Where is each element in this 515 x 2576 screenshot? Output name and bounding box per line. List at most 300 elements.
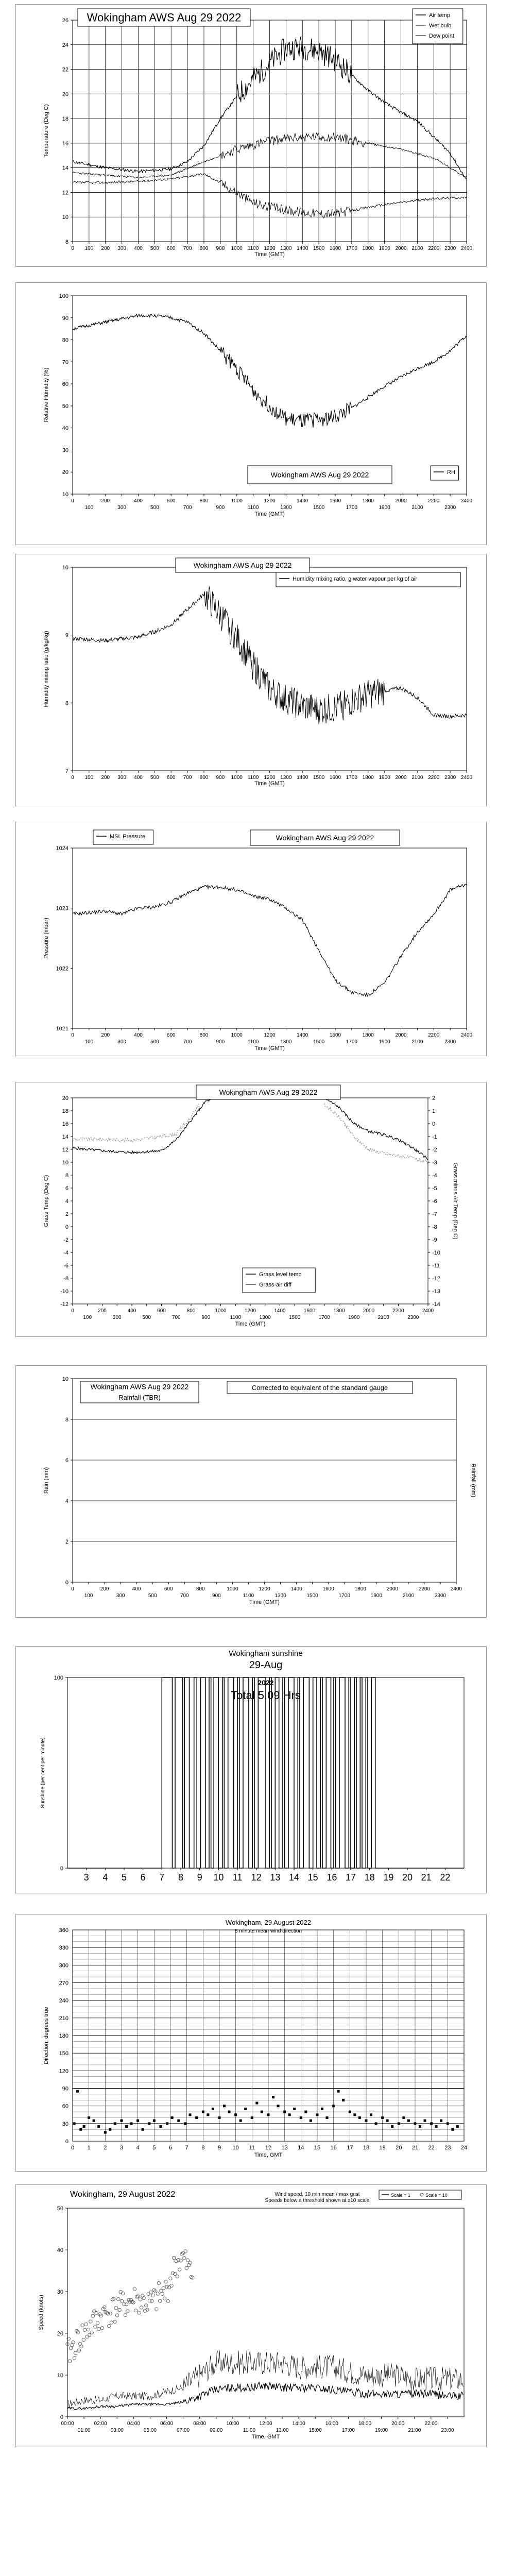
y-right-tick-label: -8 (432, 1224, 437, 1230)
legend-label: Humidity mixing ratio, g water vapour per kg of air (293, 576, 418, 582)
y-tick-label: 26 (62, 18, 68, 24)
x-tick-label: 5 (152, 2145, 156, 2151)
x-tick-label: 2100 (411, 246, 423, 251)
x-tick-label: 23:00 (441, 2428, 454, 2433)
x-tick-label: 1200 (244, 1308, 256, 1314)
x-tick-label: 400 (134, 1032, 143, 1038)
sunshine-trace (67, 1677, 464, 1868)
wind-direction-point (109, 2128, 111, 2131)
chart-title: Wokingham, 29 August 2022 (226, 1919, 311, 1926)
x-tick-label: 1500 (313, 1039, 325, 1045)
wind-direction-point (239, 2120, 242, 2122)
y-tick-label: 8 (65, 1173, 68, 1179)
x-tick-label: 400 (134, 498, 143, 504)
wind-direction-point (310, 2120, 312, 2122)
wind-direction-point (207, 2113, 209, 2116)
scaled-speed-marker (150, 2299, 153, 2302)
scaled-speed-marker (178, 2268, 181, 2271)
scaled-speed-marker (159, 2299, 162, 2302)
y-tick-label: 18 (62, 116, 68, 123)
plot-area (73, 848, 467, 1028)
x-tick-label: 2100 (377, 1315, 389, 1320)
x-axis-label: Time (GMT) (254, 781, 285, 787)
x-tick-label: 09:00 (210, 2428, 223, 2433)
x-tick-label: 1000 (231, 1032, 243, 1038)
chart-year: 2022 (258, 1679, 274, 1687)
wind-direction-point (261, 2111, 263, 2113)
scaled-speed-marker (179, 2259, 182, 2262)
legend-label: Wet bulb (429, 23, 452, 29)
scaled-speed-marker (170, 2284, 173, 2287)
x-tick-label: 1500 (313, 246, 325, 251)
x-tick-label: 07:00 (177, 2428, 190, 2433)
y-tick-label: 90 (62, 315, 68, 321)
scaled-speed-marker (176, 2275, 179, 2278)
y-tick-label: 0 (65, 1224, 68, 1230)
wind-direction-point (251, 2116, 253, 2119)
y-tick-label: 8 (65, 239, 68, 245)
wind-direction-point (381, 2116, 384, 2119)
x-tick-label: 200 (101, 246, 110, 251)
x-tick-label: 15 (307, 1872, 318, 1883)
x-tick-label: 400 (127, 1308, 136, 1314)
wind-direction-point (114, 2122, 116, 2125)
y-tick-label: 60 (62, 381, 68, 388)
scaled-speed-marker (87, 2328, 90, 2331)
x-tick-label: 100 (84, 1039, 94, 1045)
x-tick-label: 700 (183, 505, 192, 511)
rainfall-chart-panel (15, 1365, 487, 1618)
wind-direction-point (171, 2116, 174, 2119)
x-tick-label: 7 (185, 2145, 188, 2151)
y-tick-label: 20 (62, 1095, 68, 1101)
y-axis-label: Humidity mixing ratio (g/kg/kg) (43, 631, 49, 707)
x-tick-label: 17:00 (341, 2428, 355, 2433)
x-tick-label: 900 (216, 775, 225, 781)
x-tick-label: 1200 (264, 498, 276, 504)
x-tick-label: 1400 (274, 1308, 286, 1314)
scaled-speed-marker (190, 2275, 193, 2278)
scaled-speed-marker (114, 2306, 117, 2309)
grass-temperature-chart (16, 1082, 486, 1336)
y-tick-label: 10 (62, 1376, 68, 1382)
y-tick-label: 20 (62, 469, 68, 476)
wind-direction-point (228, 2111, 231, 2113)
x-tick-label: 4 (136, 2145, 140, 2151)
scaled-speed-marker (70, 2347, 73, 2350)
wind-direction-point (93, 2120, 95, 2122)
y-right-tick-label: 2 (432, 1095, 436, 1101)
x-tick-label: 1600 (329, 775, 341, 781)
y-tick-label: 4 (65, 1198, 68, 1205)
x-tick-label: 500 (150, 775, 159, 781)
y-right-tick-label: -6 (432, 1198, 437, 1205)
chart-subtitle: Wind speed, 10 min mean / max gust (274, 2192, 360, 2197)
pressure-chart-panel (15, 822, 487, 1056)
x-tick-label: 1600 (329, 498, 341, 504)
wind-direction-point (342, 2099, 345, 2102)
wind-direction-point (300, 2116, 302, 2119)
x-tick-label: 2300 (407, 1315, 419, 1320)
y-tick-label: 0 (65, 2139, 68, 2145)
scaled-speed-marker (94, 2325, 97, 2328)
x-tick-label: 2400 (460, 775, 473, 781)
chart-title: Wokingham AWS Aug 29 2022 (219, 1088, 318, 1096)
x-tick-label: 1400 (297, 1032, 308, 1038)
wind-direction-point (326, 2116, 329, 2119)
y-tick-label: 6 (65, 1185, 68, 1192)
x-tick-label: 800 (199, 1032, 209, 1038)
x-tick-label: 1100 (230, 1315, 242, 1320)
scaled-speed-marker (139, 2298, 142, 2301)
wind-direction-point (142, 2128, 144, 2131)
wind-direction-point (391, 2125, 393, 2128)
y-tick-label: 18 (62, 1108, 68, 1114)
x-tick-label: 0 (71, 498, 74, 504)
y-tick-label: 10 (62, 492, 68, 498)
x-tick-label: 600 (166, 498, 176, 504)
x-tick-label: 500 (150, 505, 159, 511)
x-tick-label: 9 (217, 2145, 221, 2151)
x-axis-label: Time, GMT (251, 2434, 280, 2440)
x-tick-label: 1700 (346, 246, 357, 251)
x-tick-label: 06:00 (160, 2421, 174, 2427)
x-tick-label: 200 (100, 1586, 109, 1592)
chart-total: Total 5.09 Hrs (231, 1689, 301, 1702)
x-tick-label: 1800 (333, 1308, 345, 1314)
y-tick-label: 20 (62, 91, 68, 98)
x-tick-label: 6 (140, 1872, 146, 1883)
y-tick-label: -8 (63, 1276, 68, 1282)
x-tick-label: 19:00 (375, 2428, 388, 2433)
y-right-tick-label: -3 (432, 1160, 437, 1166)
x-tick-label: 700 (183, 246, 192, 251)
legend-label: MSL Pressure (110, 834, 146, 840)
x-tick-label: 13 (281, 2145, 288, 2151)
y-tick-label: 22 (62, 66, 68, 73)
x-tick-label: 2100 (411, 775, 423, 781)
y-tick-label: 1022 (56, 965, 68, 972)
y-tick-label: 60 (62, 2103, 68, 2110)
x-tick-label: 500 (148, 1593, 157, 1599)
x-tick-label: 2000 (386, 1586, 398, 1592)
y-tick-label: 360 (59, 1927, 68, 1934)
x-tick-label: 21 (411, 2145, 419, 2151)
x-tick-label: 800 (199, 498, 209, 504)
y-tick-label: 14 (62, 1134, 68, 1140)
x-tick-label: 900 (201, 1315, 211, 1320)
scaled-speed-marker (132, 2301, 135, 2304)
wind-direction-point (337, 2090, 340, 2093)
wind-direction-point (407, 2120, 410, 2122)
x-tick-label: 500 (142, 1315, 151, 1320)
x-tick-label: 12 (265, 2145, 272, 2151)
scaled-speed-marker (110, 2321, 113, 2324)
wind-direction-chart (16, 1914, 486, 2171)
x-tick-label: 11 (232, 1872, 243, 1883)
x-tick-label: 1400 (297, 775, 308, 781)
x-tick-label: 1600 (329, 246, 341, 251)
x-tick-label: 04:00 (127, 2421, 140, 2427)
x-tick-label: 1100 (247, 505, 259, 511)
x-tick-label: 9 (197, 1872, 202, 1883)
x-tick-label: 20 (396, 2145, 402, 2151)
wind-direction-point (419, 2125, 421, 2128)
x-tick-label: 21 (421, 1872, 432, 1883)
scaled-speed-marker (185, 2266, 188, 2269)
y-tick-label: 9 (65, 632, 68, 639)
x-tick-label: 900 (216, 1039, 225, 1045)
x-tick-label: 12 (251, 1872, 262, 1883)
scaled-speed-marker (162, 2286, 165, 2290)
scaled-speed-marker (100, 2327, 104, 2330)
x-tick-label: 10 (232, 2145, 239, 2151)
x-axis-label: Time (GMT) (254, 511, 285, 517)
x-tick-label: 00:00 (61, 2421, 74, 2427)
x-tick-label: 01:00 (77, 2428, 91, 2433)
x-tick-label: 3 (83, 1872, 89, 1883)
plot-area (73, 296, 467, 494)
wind-direction-point (370, 2113, 372, 2116)
x-tick-label: 2000 (395, 246, 407, 251)
x-tick-label: 8 (178, 1872, 184, 1883)
x-tick-label: 20:00 (391, 2421, 405, 2427)
scaled-speed-marker (140, 2306, 143, 2309)
wind-direction-point (451, 2128, 454, 2131)
x-tick-label: 1800 (362, 246, 374, 251)
wind-direction-point (304, 2111, 307, 2113)
x-tick-label: 1900 (348, 1315, 360, 1320)
x-tick-label: 1500 (313, 505, 325, 511)
humidity-chart-panel (15, 282, 487, 545)
scaled-speed-marker (72, 2341, 75, 2344)
annotation: Corrected to equivalent of the standard gauge (251, 1384, 388, 1392)
y-tick-label: 30 (62, 2121, 68, 2127)
x-tick-label: 2400 (460, 1032, 473, 1038)
wind-direction-point (365, 2120, 368, 2122)
y-tick-label: 40 (57, 2247, 63, 2253)
x-tick-label: 2400 (422, 1308, 434, 1314)
wind-direction-point (97, 2125, 100, 2128)
y-tick-label: 0 (60, 1866, 63, 1872)
scaled-speed-marker (85, 2335, 89, 2338)
y-right-tick-label: -10 (432, 1250, 440, 1256)
y-tick-label: 10 (57, 2372, 63, 2379)
y-tick-label: 40 (62, 425, 68, 432)
y-right-axis-label: Rainfall (mm) (470, 1463, 476, 1498)
x-tick-label: 2300 (444, 246, 456, 251)
scaled-speed-marker (82, 2338, 85, 2341)
y-tick-label: 210 (59, 2015, 68, 2022)
x-tick-label: 1100 (247, 246, 259, 251)
x-tick-label: 2400 (460, 498, 473, 504)
y-tick-label: 7 (65, 768, 68, 774)
x-tick-label: 1700 (338, 1593, 350, 1599)
x-tick-label: 2000 (363, 1308, 375, 1314)
x-tick-label: 1 (87, 2145, 91, 2151)
chart-title: Wokingham AWS Aug 29 2022 (87, 11, 242, 24)
grass-temp-chart-panel (15, 1082, 487, 1337)
x-tick-label: 1600 (322, 1586, 334, 1592)
x-tick-label: 1900 (379, 775, 390, 781)
y-tick-label: 90 (62, 2086, 68, 2092)
y-axis-label: Sunshine (per cent per minute) (40, 1737, 46, 1808)
wind-direction-point (353, 2113, 356, 2116)
scaled-speed-marker (184, 2250, 187, 2253)
x-tick-label: 17 (347, 2145, 353, 2151)
y-tick-label: 30 (62, 447, 68, 454)
scaled-speed-marker (191, 2276, 194, 2279)
y-tick-label: 20 (57, 2331, 63, 2337)
y-tick-label: -12 (60, 1301, 68, 1308)
x-tick-label: 1300 (280, 505, 292, 511)
series-grass-air-diff (73, 1103, 428, 1163)
y-tick-label: 2 (65, 1211, 68, 1217)
x-tick-label: 8 (201, 2145, 205, 2151)
y-tick-label: 70 (62, 359, 68, 366)
x-tick-label: 6 (168, 2145, 173, 2151)
legend-label: Scale = 10 (425, 2193, 448, 2198)
x-tick-label: 2 (104, 2145, 107, 2151)
x-tick-label: 400 (132, 1586, 141, 1592)
wind-direction-point (76, 2090, 79, 2093)
x-tick-label: 1300 (280, 1039, 292, 1045)
x-tick-label: 10:00 (226, 2421, 239, 2427)
y-tick-label: 1021 (56, 1026, 68, 1032)
wind-direction-point (202, 2111, 204, 2113)
x-tick-label: 0 (71, 246, 74, 251)
x-tick-label: 08:00 (193, 2421, 207, 2427)
y-right-tick-label: 1 (432, 1108, 436, 1114)
legend-label: Scale = 1 (391, 2193, 410, 2198)
x-axis-label: Time (GMT) (254, 251, 285, 258)
temperature-chart (16, 5, 486, 266)
wind-direction-point (223, 2105, 226, 2107)
wind-direction-point (121, 2120, 123, 2122)
x-tick-label: 18:00 (358, 2421, 372, 2427)
series-10min-mean (67, 2382, 463, 2410)
chart-subtitle: 5 minute mean wind direction (234, 1928, 302, 1934)
wind-direction-point (79, 2128, 82, 2131)
relative-humidity-chart (16, 283, 486, 545)
wind-direction-point (184, 2122, 186, 2125)
scaled-speed-marker (73, 2357, 76, 2360)
x-tick-label: 300 (116, 1593, 125, 1599)
scaled-speed-marker (165, 2285, 168, 2289)
x-tick-label: 100 (83, 1315, 92, 1320)
x-tick-label: 2100 (411, 1039, 423, 1045)
y-tick-label: 240 (59, 1997, 68, 2004)
x-tick-label: 1600 (303, 1308, 316, 1314)
scaled-speed-marker (172, 2256, 175, 2259)
scaled-speed-marker (97, 2327, 100, 2330)
x-tick-label: 1300 (259, 1315, 271, 1320)
y-tick-label: 8 (65, 700, 68, 707)
x-tick-label: 200 (101, 498, 110, 504)
x-tick-label: 2400 (460, 246, 473, 251)
x-tick-label: 1600 (329, 1032, 341, 1038)
wind-direction-point (435, 2125, 438, 2128)
legend-label: Grass-air diff (259, 1282, 291, 1288)
scaled-speed-marker (155, 2308, 158, 2311)
scaled-speed-marker (125, 2303, 128, 2306)
y-right-tick-label: -11 (432, 1263, 440, 1269)
y-right-tick-label: -5 (432, 1185, 437, 1192)
y-tick-label: -4 (63, 1250, 68, 1256)
wind-direction-point (234, 2113, 237, 2116)
scaled-speed-marker (96, 2321, 99, 2325)
y-right-axis-label: Grass minus Air Temp (Deg C) (452, 1162, 458, 1240)
x-tick-label: 100 (84, 775, 94, 781)
scaled-speed-marker (115, 2314, 118, 2317)
y-axis-label: Speed (knots) (38, 2295, 44, 2330)
x-tick-label: 300 (112, 1315, 122, 1320)
wind-direction-point (430, 2122, 433, 2125)
x-tick-label: 1300 (280, 246, 292, 251)
x-tick-label: 1800 (354, 1586, 366, 1592)
x-tick-label: 200 (101, 1032, 110, 1038)
x-tick-label: 22 (428, 2145, 435, 2151)
x-tick-label: 600 (157, 1308, 166, 1314)
wind-direction-point (104, 2131, 107, 2133)
y-tick-label: 10 (62, 1160, 68, 1166)
scaled-speed-marker (166, 2299, 169, 2302)
scaled-speed-marker (145, 2304, 148, 2307)
x-tick-label: 1900 (379, 505, 390, 511)
scaled-speed-marker (77, 2349, 80, 2352)
scaled-speed-marker (164, 2280, 167, 2283)
legend-label: Air temp (429, 12, 450, 19)
scaled-speed-marker (91, 2314, 94, 2317)
x-tick-label: 17 (345, 1872, 356, 1883)
x-tick-label: 1000 (215, 1308, 227, 1314)
wind-direction-point (424, 2120, 426, 2122)
series-rh (73, 314, 467, 428)
y-tick-label: 0 (60, 2414, 63, 2420)
x-tick-label: 18 (364, 1872, 375, 1883)
x-tick-label: 100 (84, 1593, 93, 1599)
wind-direction-point (83, 2125, 85, 2128)
x-tick-label: 1500 (306, 1593, 318, 1599)
wind-direction-point (332, 2105, 335, 2107)
scaled-speed-marker (83, 2328, 87, 2331)
y-tick-label: 180 (59, 2033, 68, 2039)
mixing-ratio-chart (16, 554, 486, 806)
x-tick-label: 900 (212, 1593, 221, 1599)
scaled-speed-marker (89, 2320, 92, 2323)
x-tick-label: 300 (117, 775, 126, 781)
x-tick-label: 18 (363, 2145, 370, 2151)
scaled-speed-marker (126, 2310, 129, 2313)
x-tick-label: 11:00 (243, 2428, 256, 2433)
legend-label: Grass level temp (259, 1272, 302, 1278)
scaled-speed-marker (136, 2295, 140, 2298)
x-tick-label: 19 (379, 2145, 386, 2151)
y-tick-label: 12 (62, 1147, 68, 1153)
wind-direction-point (88, 2116, 90, 2119)
wind-direction-point (148, 2122, 150, 2125)
wind-direction-point (447, 2122, 449, 2125)
x-tick-label: 300 (117, 505, 126, 511)
chart-title: Wokingham AWS Aug 29 2022 (270, 470, 369, 479)
x-tick-label: 300 (117, 246, 126, 251)
x-tick-label: 13:00 (276, 2428, 289, 2433)
scaled-speed-marker (81, 2324, 84, 2327)
scaled-speed-marker (68, 2360, 71, 2363)
y-tick-label: 120 (59, 2068, 68, 2075)
x-tick-label: 700 (180, 1593, 189, 1599)
x-tick-label: 14 (298, 2145, 304, 2151)
